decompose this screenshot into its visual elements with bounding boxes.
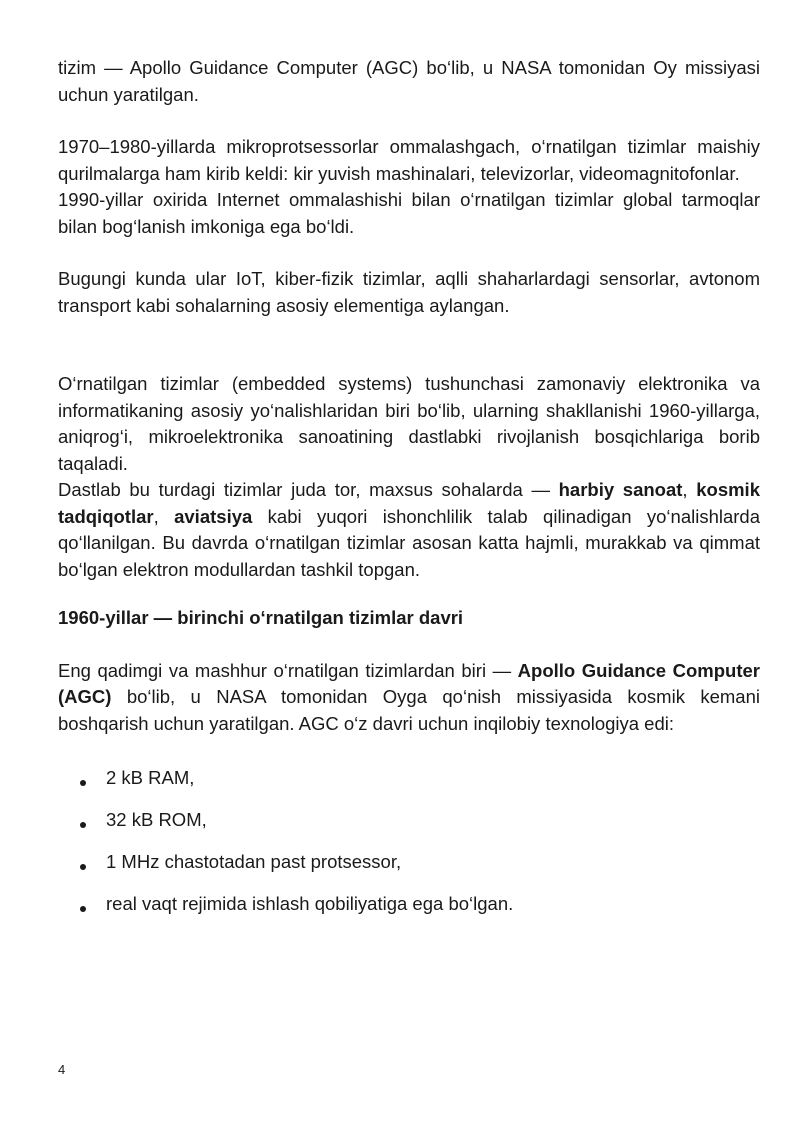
paragraph-early-applications [58, 477, 760, 583]
agc-specs-list [58, 765, 760, 933]
paragraph-today: Bugungi kunda ular IoT, kiber-fizik tizimlar, aqlli shaharlardagi sensorlar, avtonom transport kabi sohalarning asosiy elementiga aylangan. [58, 268, 760, 316]
list-item [58, 807, 760, 849]
list-item [58, 891, 760, 933]
text-run: , [153, 505, 175, 527]
bold-agc: Apollo Guidance Computer (AGC) [58, 659, 760, 707]
paragraph-apollo [58, 658, 760, 738]
paragraph-agc-intro: tizim — Apollo Guidance Computer (AGC) bo‘lib, u NASA tomonidan Oy missiyasi uchun yaratilgan. [58, 57, 760, 105]
list-item-text: 1 MHz chastotadan past protsessor, [106, 851, 402, 872]
text-run: Eng qadimgi va mashhur o‘rnatilgan tizimlardan biri — [58, 659, 518, 681]
bold-space-research: kosmik tadqiqotlar [58, 479, 760, 527]
list-item-text: 2 kB RAM, [106, 767, 195, 788]
page-number: 4 [58, 1062, 66, 1077]
paragraph-1970s: 1970–1980-yillarda mikroprotsessorlar ommalashgach, o‘rnatilgan tizimlar maishiy qurilmalarga ham kirib keldi: kir yuvish mashinalari, televizorlar, videomagnitofonlar. [58, 136, 760, 184]
bullet-icon [80, 906, 86, 912]
bullet-icon [80, 864, 86, 870]
list-item-text: real vaqt rejimida ishlash qobiliyatiga ega bo‘lgan. [106, 893, 514, 914]
list-item [58, 765, 760, 807]
section-heading: 1960-yillar — birinchi o‘rnatilgan tizimlar davri [58, 607, 464, 628]
bold-military: harbiy sanoat [558, 479, 683, 500]
paragraph-1990s: 1990-yillar oxirida Internet ommalashishi bilan o‘rnatilgan tizimlar global tarmoqlar bilan bog‘lanish imkoniga ega bo‘ldi. [58, 189, 760, 237]
bullet-icon [80, 780, 86, 786]
bold-aviation: aviatsiya [174, 505, 253, 527]
text-run: kabi yuqori ishonchlilik talab qilinadigan yo‘nalishlarda qo‘llanilgan. Bu davrda o‘rnatilgan tizimlar asosan katta hajmli, murakkab va qimmat bo‘lgan elektron modullardan tashkil topgan. [58, 505, 760, 580]
text-run: bo‘lib, u NASA tomonidan Oyga qo‘nish missiyasida kosmik kemani boshqarish uchun yaratilgan. AGC o‘z davri uchun inqilobiy texnologiya edi: [58, 686, 760, 734]
paragraph-embedded-definition: O‘rnatilgan tizimlar (embedded systems) tushunchasi zamonaviy elektronika va informatikaning asosiy yo‘nalishlaridan biri bo‘lib, ularning shakllanishi 1960-yillarga, aniqrog‘i, mikroelektronika sanoatining dastlabki rivojlanish bosqichlariga borib taqaladi. [58, 373, 760, 474]
list-item-text: 32 kB ROM, [106, 809, 207, 830]
bullet-icon [80, 822, 86, 828]
list-item [58, 849, 760, 891]
text-run: Dastlab bu turdagi tizimlar juda tor, maxsus sohalarda — [58, 479, 559, 500]
text-run: , [682, 479, 697, 500]
document-page [58, 55, 760, 933]
